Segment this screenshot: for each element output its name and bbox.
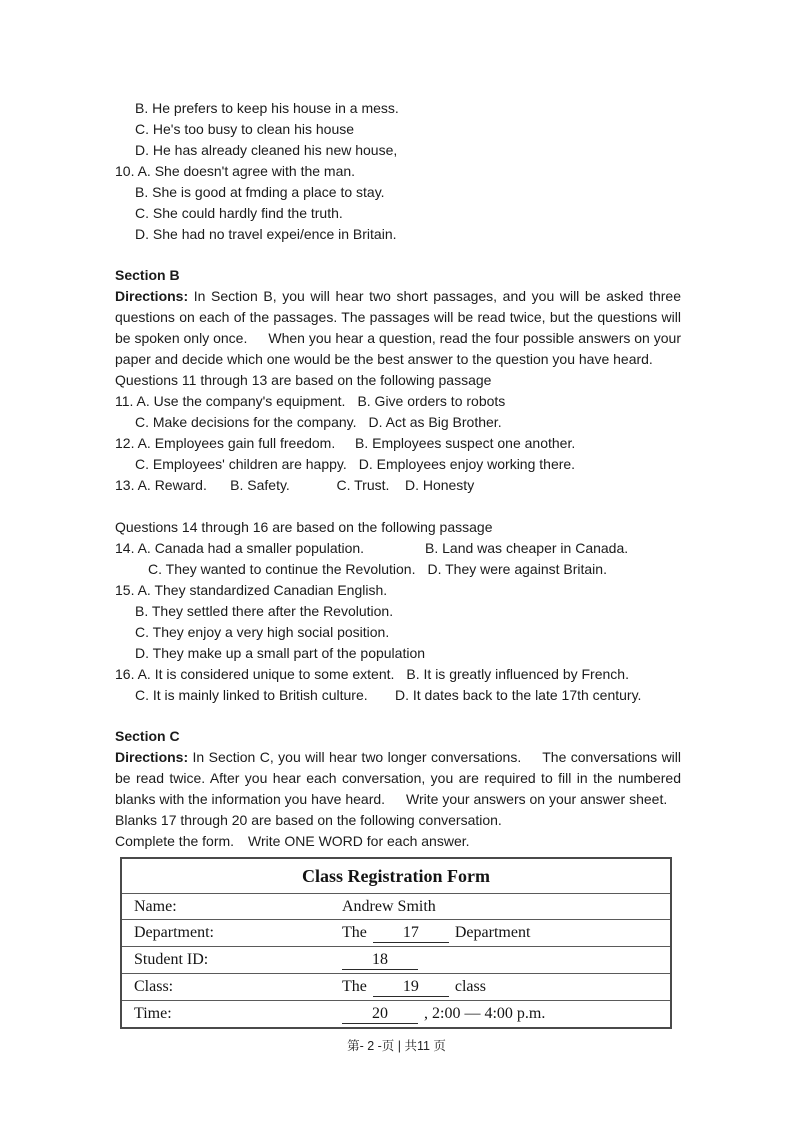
q11-option-c: C. Make decisions for the company. (135, 414, 357, 430)
q14-option-c: C. They wanted to continue the Revolution. (148, 561, 416, 577)
class-registration-form (120, 857, 672, 1029)
q9-option-b: B. He prefers to keep his house in a mess. (135, 100, 399, 116)
section-c-title: Section C (115, 728, 180, 744)
form-text: Department (454, 924, 531, 941)
form-row (122, 920, 670, 947)
form-row-value (342, 923, 530, 943)
q10-option-a: 10. A. She doesn't agree with the man. (115, 163, 356, 179)
form-answer-blank: 17 (373, 923, 449, 943)
form-answer-blank: 20 (342, 1004, 418, 1024)
q16-option-d: D. It dates back to the late 17th century. (395, 687, 642, 703)
form-row-label: Name: (134, 898, 177, 915)
form-row-value (342, 977, 486, 997)
form-row-label: Time: (134, 1005, 172, 1022)
form-text: The (342, 924, 367, 941)
q11-option-a: 11. A. Use the company's equipment. (115, 393, 346, 409)
q16-row2 (115, 685, 681, 706)
q14-row2 (115, 559, 681, 580)
q14-option-b: B. Land was cheaper in Canada. (425, 540, 629, 556)
q15-option-d: D. They make up a small part of the population (135, 645, 426, 661)
page-content (115, 98, 681, 1029)
q11-option-b: B. Give orders to robots (357, 393, 506, 409)
directions-label: Directions: (115, 749, 189, 765)
section-b-title: Section B (115, 267, 180, 283)
form-text: class (454, 978, 486, 995)
form-answer-blank: 19 (373, 977, 449, 997)
section-c-directions (115, 747, 681, 810)
q11-row2 (115, 412, 681, 433)
form-row-value (342, 1004, 545, 1024)
q14-row1 (115, 538, 681, 559)
form-rows (122, 894, 670, 1027)
blanks-17-20-line: Blanks 17 through 20 are based on the following conversation. (115, 812, 502, 828)
form-row-label: Class: (134, 978, 174, 995)
directions-text: In Section C, you will hear two longer conversations. The conversations will be read twice. After you hear each conversation, you are required to fill in the numbered blanks with the information you have heard. Write your answers on your answer sheet. (115, 749, 682, 807)
questions-14-16-header: Questions 14 through 16 are based on the following passage (115, 519, 493, 535)
q14-option-a: 14. A. Canada had a smaller population. (115, 540, 365, 556)
q10-option-c: C. She could hardly find the truth. (135, 205, 343, 221)
q12-row1 (115, 433, 681, 454)
form-row (122, 894, 670, 920)
form-title: Class Registration Form (122, 859, 670, 894)
questions-11-13-header: Questions 11 through 13 are based on the following passage (115, 372, 492, 388)
q16-option-c: C. It is mainly linked to British culture. (135, 687, 368, 703)
q9-option-d: D. He has already cleaned his new house, (135, 142, 398, 158)
form-row (122, 1001, 670, 1027)
form-row-label: Student ID: (134, 951, 209, 968)
form-row-value (342, 950, 418, 970)
form-text: Andrew Smith (342, 898, 436, 915)
q13-options: 13. A. Reward. B. Safety. C. Trust. D. Honesty (115, 477, 475, 493)
q16-row1 (115, 664, 681, 685)
q11-row1 (115, 391, 681, 412)
form-row (122, 947, 670, 974)
q12-option-c: C. Employees' children are happy. (135, 456, 347, 472)
q15-option-c: C. They enjoy a very high social position. (135, 624, 390, 640)
q10-option-b: B. She is good at fmding a place to stay. (135, 184, 385, 200)
q15-option-b: B. They settled there after the Revolution. (135, 603, 394, 619)
section-b-directions (115, 286, 681, 370)
form-row-value (342, 897, 436, 916)
q9-option-c: C. He's too busy to clean his house (135, 121, 355, 137)
q12-option-b: B. Employees suspect one another. (355, 435, 576, 451)
q16-option-b: B. It is greatly influenced by French. (406, 666, 629, 682)
form-row-label: Department: (134, 924, 214, 941)
q14-option-d: D. They were against Britain. (427, 561, 607, 577)
q12-option-a: 12. A. Employees gain full freedom. (115, 435, 336, 451)
q11-option-d: D. Act as Big Brother. (368, 414, 502, 430)
complete-form-line: Complete the form. Write ONE WORD for each answer. (115, 833, 470, 849)
q12-row2 (115, 454, 681, 475)
q15-option-a: 15. A. They standardized Canadian English. (115, 582, 388, 598)
form-answer-blank: 18 (342, 950, 418, 970)
q10-option-d: D. She had no travel expei/ence in Britain. (135, 226, 397, 242)
q16-option-a: 16. A. It is considered unique to some extent. (115, 666, 395, 682)
directions-text: In Section B, you will hear two short passages, and you will be asked three questions on each of the passages. The passages will be read twice, but the questions will be spoken only once. When you hear a question, read the four possible answers on your paper and decide which one would be the best answer to the question you have heard. (115, 288, 681, 367)
directions-label: Directions: (115, 288, 189, 304)
form-text: , 2:00 — 4:00 p.m. (424, 1005, 546, 1022)
form-text: The (342, 978, 367, 995)
page-number-footer: 第- 2 -页 | 共11 页 (347, 1039, 446, 1053)
form-row (122, 974, 670, 1001)
q12-option-d: D. Employees enjoy working there. (358, 456, 576, 472)
